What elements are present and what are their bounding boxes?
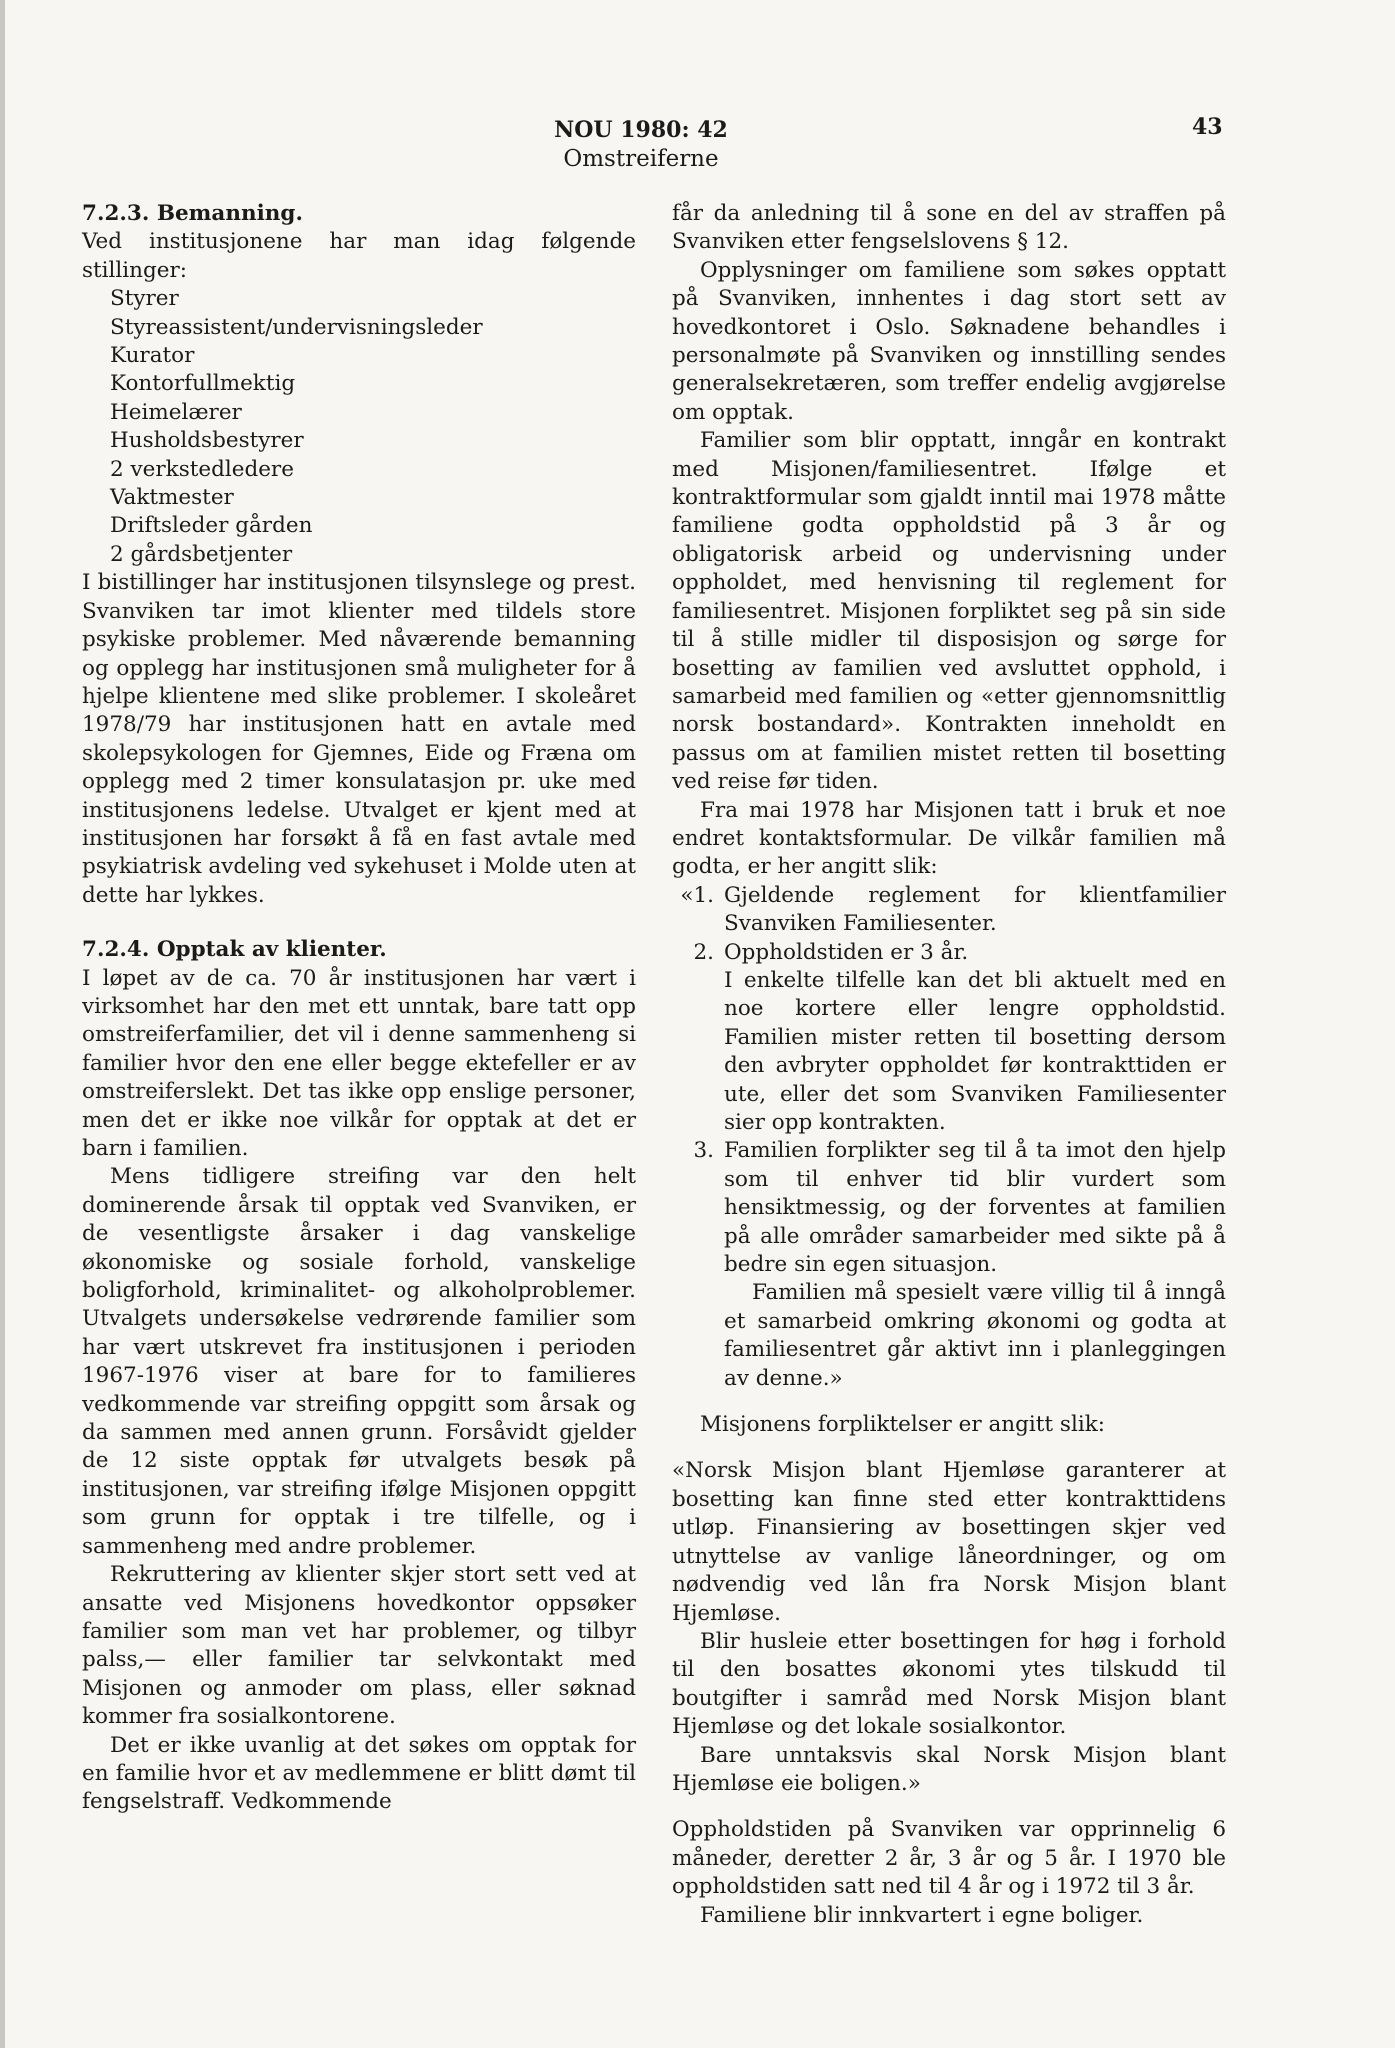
page-number: 43 <box>1192 114 1223 140</box>
report-series: NOU 1980: 42 <box>554 117 728 143</box>
report-subtitle: Omstreiferne <box>563 146 719 172</box>
left-column <box>82 200 636 1817</box>
staff-list <box>82 285 636 569</box>
list-text <box>724 1137 1226 1393</box>
list-text-lead: Familien forplikter seg til å ta imot den hjelp som til enhver tid blir vurdert som hensiktmessig, og der forventes at familien på alle områder samarbeider med sikte på å bedre sin egen situasjon. <box>724 1138 1226 1278</box>
list-item <box>672 1137 1226 1393</box>
paragraph: Det er ikke uvanlig at det søkes om opptak for en familie hvor et av medlemmene er blitt dømt til fengselstraff. Vedkommende <box>82 1732 636 1815</box>
list-item: Kurator <box>110 343 195 369</box>
contract-terms-list <box>672 882 1226 1393</box>
paragraph: Misjonens forpliktelser er angitt slik: <box>700 1412 1105 1438</box>
quote-paragraph: «Norsk Misjon blant Hjemløse garanterer at bosetting kan finne sted etter kontrakttidens utløp. Finansiering av bosettingen skjer ved utnyttelse av vanlige låneordninger, og om nødvendig ved lån fra Norsk Misjon blant Hjemløse. <box>672 1458 1226 1626</box>
list-text <box>724 939 1226 1138</box>
list-item <box>672 939 1226 1138</box>
paragraph: Oppholdstiden på Svanviken var opprinnelig 6 måneder, deretter 2 år, 3 år og 5 år. I 1970 ble oppholdstiden satt ned til 4 år og i 1972 til 3 år. <box>672 1817 1226 1900</box>
list-number: «1. <box>680 882 714 908</box>
list-text-detail: Familien må spesielt være villig til å inngå et samarbeid omkring økonomi og godta at familiesentret går aktivt inn i planleggingen av denne.» <box>724 1280 1226 1391</box>
quote-paragraph: Bare unntaksvis skal Norsk Misjon blant Hjemløse eie boligen.» <box>672 1742 1226 1796</box>
paragraph: Ved institusjonene har man idag følgende stillinger: <box>82 229 636 283</box>
list-text: Gjeldende reglement for klientfamilier Svanviken Familiesenter. <box>724 882 1226 937</box>
paragraph: Fra mai 1978 har Misjonen tatt i bruk et noe endret kontaktsformular. De vilkår familien må godta, er her angitt slik: <box>672 797 1226 880</box>
list-text-lead: Oppholdstiden er 3 år. <box>724 939 969 965</box>
section-heading-bemanning: 7.2.3. Bemanning. <box>82 201 303 226</box>
list-number: 2. <box>693 939 714 965</box>
paragraph: Mens tidligere streifing var den helt dominerende årsak til opptak ved Svanviken, er de vesentligste årsaker i dag vanskelige økonomiske og sosiale forhold, vanskelige boligforhold, kriminalitet- og alkoholproblemer. Utvalgets undersøkelse vedrørende familier som har vært utskrevet fra institusjonen i perioden 1967-1976 viser at bare for to familieres vedkommende var streifing oppgitt som årsak og da sammen med annen grunn. Forsåvidt gjelder de 12 siste opptak før utvalgets besøk på institusjonen, var streifing ifølge Misjonen oppgitt som grunn for opptak i tre tilfelle, og i sammenheng med andre problemer. <box>82 1164 636 1559</box>
list-item: Styrer <box>110 286 179 312</box>
list-item: 2 verkstedledere <box>110 456 294 482</box>
running-header <box>0 116 1282 174</box>
paragraph: Familier som blir opptatt, inngår en kontrakt med Misjonen/familiesentret. Ifølge et kontraktformular som gjaldt inntil mai 1978 måtte familiene godta oppholdstid på 3 år og obligatorisk arbeid og undervisning under oppholdet, med henvisning til reglement for familiesentret. Misjonen forpliktet seg på sin side til å stille midler til disposisjon og sørge for bosetting av familien ved avsluttet opphold, i samarbeid med familien og «etter gjennomsnittlig norsk bostandard». Kontrakten inneholdt en passus om at familien mistet retten til bosetting ved reise før tiden. <box>672 428 1226 795</box>
list-item: Styreassistent/undervisningsleder <box>110 314 483 340</box>
list-item: 2 gårdsbetjenter <box>110 541 293 567</box>
paragraph: Familiene blir innkvartert i egne boliger. <box>700 1902 1144 1928</box>
list-item: Driftsleder gården <box>110 513 313 539</box>
right-column <box>672 200 1226 1930</box>
scan-edge <box>0 0 5 2048</box>
quote-paragraph: Blir husleie etter bosettingen for høg i forhold til den bosattes økonomi ytes tilskudd til boutgifter i samråd med Norsk Misjon blant Hjemløse og det lokale sosialkontor. <box>672 1628 1226 1740</box>
list-item: Vaktmester <box>110 485 234 511</box>
paragraph: I bistillinger har institusjonen tilsynslege og prest. Svanviken tar imot klienter med tildels store psykiske problemer. Med nåværende bemanning og opplegg har institusjonen små muligheter for å hjelpe klientene med slike problemer. I skoleåret 1978/79 har institusjonen hatt en avtale med skolepsykologen for Gjemnes, Eide og Fræna om opplegg med 2 timer konsulatasjon pr. uke med institusjonens ledelse. Utvalget er kjent med at institusjonen har forsøkt å få en fast avtale med psykiatrisk avdeling ved sykehuset i Molde uten at dette har lykkes. <box>82 570 636 908</box>
list-item: Husholdsbestyrer <box>110 428 304 454</box>
paragraph: Opplysninger om familiene som søkes opptatt på Svanviken, innhentes i dag stort sett av hovedkontoret i Oslo. Søknadene behandles i personalmøte på Svanviken og innstilling sendes generalsekretæren, som treffer endelig avgjørelse om opptak. <box>672 257 1226 425</box>
paragraph: får da anledning til å sone en del av straffen på Svanviken etter fengselslovens § 12. <box>672 201 1226 255</box>
paragraph: I løpet av de ca. 70 år institusjonen har vært i virksomhet har den met ett unntak, bare tatt opp omstreiferfamilier, det vil i denne sammenheng si familier hvor den ene eller begge ektefeller er av omstreiferslekt. Det tas ikke opp enslige personer, men det er ikke noe vilkår for opptak at det er barn i familien. <box>82 965 636 1161</box>
list-item: Heimelærer <box>110 399 242 425</box>
list-item <box>672 882 1226 939</box>
paragraph: Rekruttering av klienter skjer stort sett ved at ansatte ved Misjonens hovedkontor oppsøker familier som man vet har problemer, og tilbyr palss,— eller familier tar selvkontakt med Misjonen og anmoder om plass, eller søknad kommer fra sosialkontorene. <box>82 1562 636 1730</box>
list-text-detail: I enkelte tilfelle kan det bli aktuelt med en noe kortere eller lengre oppholdstid. Familien mister retten til bosetting dersom den avbryter oppholdet før kontrakttiden er ute, eller det som Svanviken Familiesenter sier opp kontrakten. <box>724 967 1226 1135</box>
list-number: 3. <box>693 1138 714 1164</box>
section-heading-opptak: 7.2.4. Opptak av klienter. <box>82 937 387 963</box>
list-item: Kontorfullmektig <box>110 371 296 397</box>
